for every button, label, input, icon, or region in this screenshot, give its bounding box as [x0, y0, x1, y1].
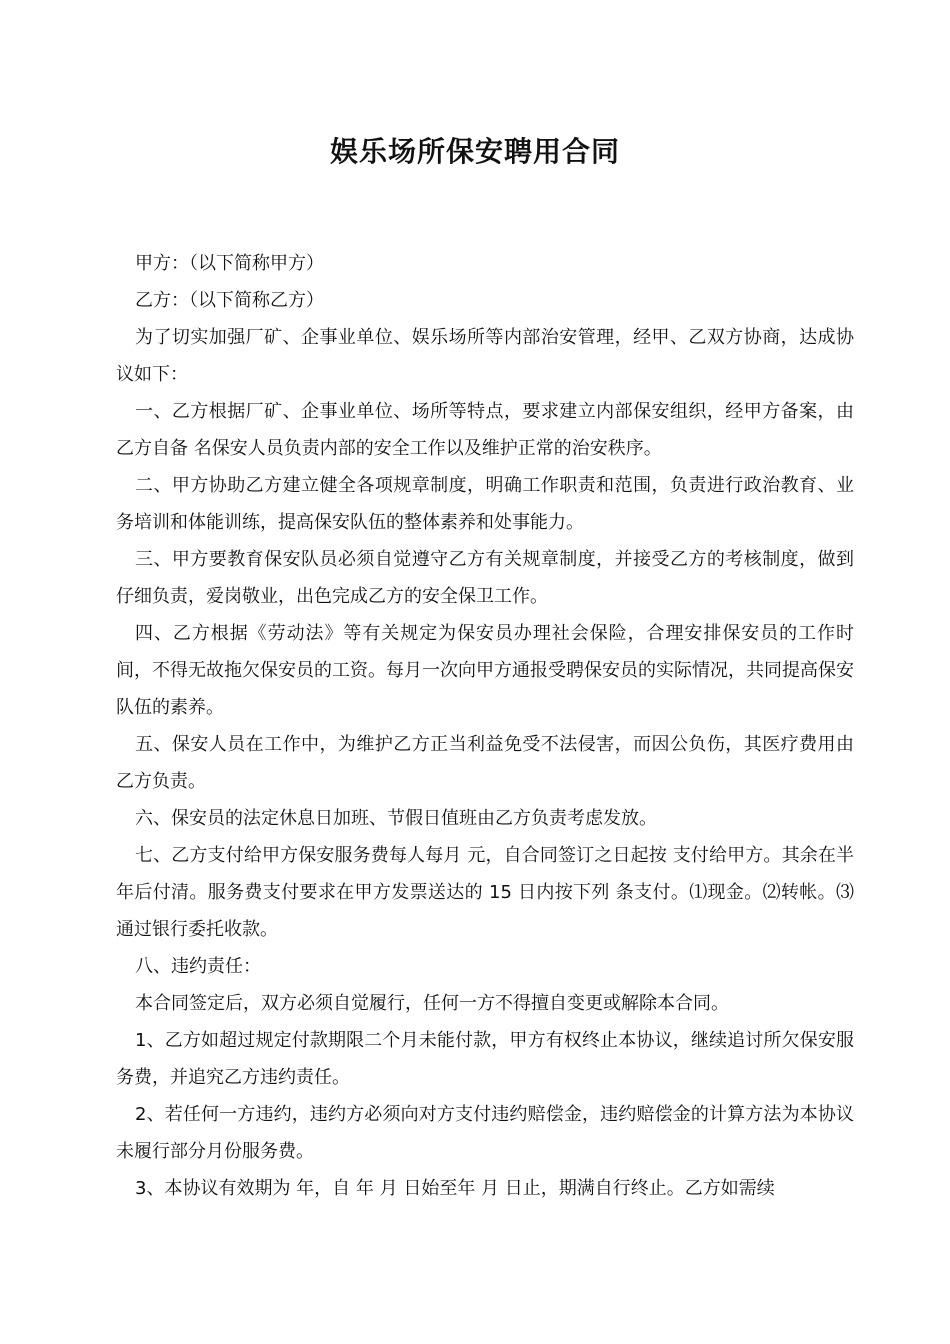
clause-8-item-2: 2、若任何一方违约，违约方必须向对方支付违约赔偿金，违约赔偿金的计算方法为本协议未履行部分月份服务费。 [116, 1104, 854, 1162]
clause-8-heading: 八、违约责任： [135, 956, 261, 977]
clause-8-intro: 本合同签定后，双方必须自觉履行，任何一方不得擅自变更或解除本合同。 [135, 993, 729, 1014]
clause-5: 五、保安人员在工作中，为维护乙方正当利益免受不法侵害，而因公负伤，其医疗费用由乙方负责。 [116, 734, 854, 792]
clause-7: 七、乙方支付给甲方保安服务费每人每月 元，自合同签订之日起按 支付给甲方。其余在半年后付清。服务费支付要求在甲方发票送达的 15 日内按下列 条支付。⑴现金。⑵转帐。⑶通过银行委托收款。 [116, 845, 854, 940]
clause-8-item-3: 3、本协议有效期为 年，自 年 月 日始至年 月 日止，期满自行终止。乙方如需续 [135, 1178, 775, 1199]
document-title: 娱乐场所保安聘用合同 [329, 135, 620, 168]
clause-2: 二、甲方协助乙方建立健全各项规章制度，明确工作职责和范围，负责进行政治教育、业务培训和体能训练，提高保安队伍的整体素养和处事能力。 [116, 475, 854, 533]
clause-4: 四、乙方根据《劳动法》等有关规定为保安员办理社会保险，合理安排保安员的工作时间，不得无故拖欠保安员的工资。每月一次向甲方通报受聘保安员的实际情况，共同提高保安队伍的素养。 [116, 623, 854, 718]
clause-8-item-1: 1、乙方如超过规定付款期限二个月未能付款，甲方有权终止本协议，继续追讨所欠保安服务费，并追究乙方违约责任。 [116, 1030, 854, 1088]
clause-1: 一、乙方根据厂矿、企事业单位、场所等特点，要求建立内部保安组织，经甲方备案，由乙方自备 名保安人员负责内部的安全工作以及维护正常的治安秩序。 [116, 401, 854, 459]
party-a-line: 甲方：（以下简称甲方） [135, 253, 324, 274]
preamble-paragraph: 为了切实加强厂矿、企事业单位、娱乐场所等内部治安管理，经甲、乙双方协商，达成协议如下： [116, 327, 854, 385]
clause-6: 六、保安员的法定休息日加班、节假日值班由乙方负责考虑发放。 [135, 808, 657, 829]
party-b-line: 乙方：（以下简称乙方） [135, 290, 324, 311]
contract-body [116, 245, 854, 1207]
clause-3: 三、甲方要教育保安队员必须自觉遵守乙方有关规章制度，并接受乙方的考核制度，做到仔细负责，爱岗敬业，出色完成乙方的安全保卫工作。 [116, 549, 854, 607]
